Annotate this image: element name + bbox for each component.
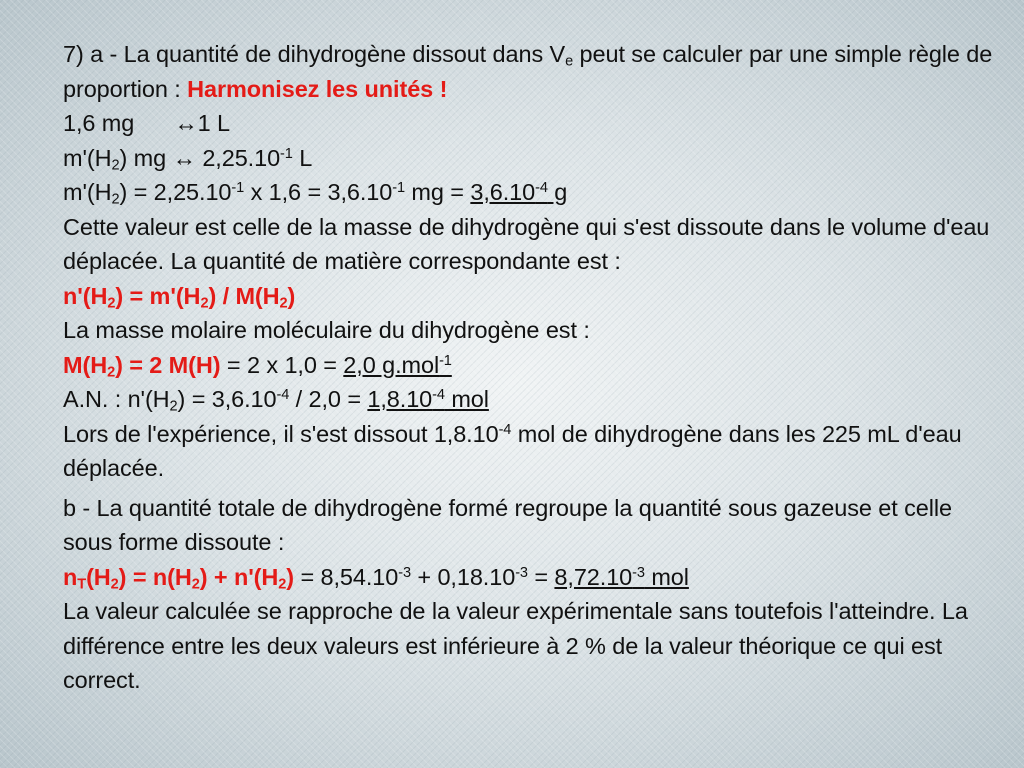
volume-subscript: e: [565, 53, 574, 70]
proportion-line-2: [63, 144, 313, 174]
text-run: n'(H: [63, 282, 108, 309]
text-run: n: [63, 563, 78, 590]
text-run: L: [292, 144, 313, 171]
text-run: ) / M(H: [208, 282, 280, 309]
total-amount-line: [63, 563, 689, 593]
text-run: g: [547, 179, 568, 205]
subscript: 2: [111, 157, 120, 174]
text-run: (H: [86, 563, 111, 590]
proportion-line-1: [63, 110, 230, 136]
text-run: ) = 2,25.10: [119, 179, 232, 205]
total-amount-result: [554, 564, 688, 590]
superscript: -4: [276, 387, 290, 403]
intro-text: 7) a - La quantité de dihydrogène dissout dans V: [63, 41, 566, 67]
numerical-application-line: [63, 386, 489, 415]
intro-text-cont: peut se calculer par une simple règle de proportion :: [63, 41, 993, 102]
amount-formula: [63, 282, 296, 312]
part-a-conclusion: [63, 421, 962, 482]
text-run: =: [527, 563, 555, 590]
text-run: Lors de l'expérience, il s'est dissout 1,8.10: [63, 420, 499, 447]
text-run: ) = 3,6.10: [177, 386, 277, 412]
total-amount-formula: [63, 563, 295, 593]
superscript: -4: [535, 180, 548, 196]
superscript: -1: [280, 145, 293, 162]
superscript: -3: [398, 564, 411, 581]
subscript: 2: [107, 295, 116, 312]
text-run: A.N. : n'(H: [63, 386, 170, 412]
text-run: ): [287, 282, 296, 309]
text-run: ) + n'(H: [199, 563, 279, 590]
part-b-conclusion: La valeur calculée se rapproche de la valeur expérimentale sans toutefois l'atteindre. La différence entre les deux valeurs est inférieure à 2 % de la valeur théorique ce qui est correct.: [63, 598, 968, 693]
text-run: + 0,18.10: [410, 563, 516, 590]
proportion-mass: 1,6 mg: [63, 110, 135, 136]
molar-mass-line: [63, 351, 452, 381]
subscript: 2: [191, 576, 200, 593]
text-run: mg =: [405, 179, 471, 205]
superscript: -1: [439, 352, 452, 369]
superscript: -4: [432, 387, 445, 403]
subscript: 2: [279, 295, 288, 312]
text-run: x 1,6 = 3,6.10: [244, 179, 393, 205]
text-run: m'(H: [63, 179, 112, 205]
part-b-intro: b - La quantité totale de dihydrogène formé regroupe la quantité sous gazeuse et celle sous forme dissoute :: [63, 494, 952, 555]
subscript: 2: [278, 576, 287, 593]
slide-text-body: [63, 37, 998, 698]
molar-mass-result: [343, 352, 452, 378]
text-run: ) = 2 M(H): [115, 351, 221, 378]
subscript: 2: [107, 364, 116, 381]
subscript: 2: [110, 576, 119, 593]
subscript: 2: [200, 295, 209, 312]
superscript: -1: [231, 180, 245, 196]
superscript: -3: [515, 564, 528, 581]
part-a-paragraph: [63, 37, 998, 486]
subscript: 2: [111, 191, 120, 208]
text-run: mol de dihydrogène dans les 225 mL d'eau déplacée.: [63, 420, 962, 481]
text-run: ) = n(H: [118, 563, 192, 590]
molar-mass-intro: La masse molaire moléculaire du dihydrogène est :: [63, 317, 590, 343]
subscript: T: [77, 576, 87, 593]
text-run: 8,72.10: [554, 563, 633, 590]
text-run: ) mg ↔ 2,25.10: [119, 144, 281, 171]
text-run: 1,8.10: [367, 386, 433, 412]
text-run: mol: [444, 386, 489, 412]
text-run: 2,0 g.mol: [343, 351, 440, 378]
amount-result: [367, 386, 489, 412]
proportion-volume: ↔1 L: [174, 110, 231, 136]
text-run: m'(H: [63, 144, 112, 171]
harmonize-warning: Harmonisez les unités !: [187, 75, 448, 102]
superscript: -1: [392, 180, 405, 196]
text-run: = 2 x 1,0 =: [220, 351, 344, 378]
explanation-text: Cette valeur est celle de la masse de dihydrogène qui s'est dissoute dans le volume d'eau déplacée. La quantité de matière correspondante est :: [63, 213, 990, 274]
superscript: -3: [632, 564, 645, 581]
mass-result: [470, 179, 567, 205]
text-run: = 8,54.10: [294, 563, 399, 590]
mass-calculation-line: [63, 179, 568, 208]
molar-mass-formula: [63, 351, 221, 381]
text-run: 3,6.10: [470, 179, 536, 205]
text-run: ) = m'(H: [115, 282, 201, 309]
subscript: 2: [169, 398, 178, 415]
text-run: mol: [644, 563, 689, 590]
text-run: ): [286, 563, 295, 590]
superscript: -4: [498, 421, 512, 438]
text-run: M(H: [63, 351, 108, 378]
part-b-paragraph: [63, 491, 998, 698]
text-run: / 2,0 =: [289, 386, 368, 412]
